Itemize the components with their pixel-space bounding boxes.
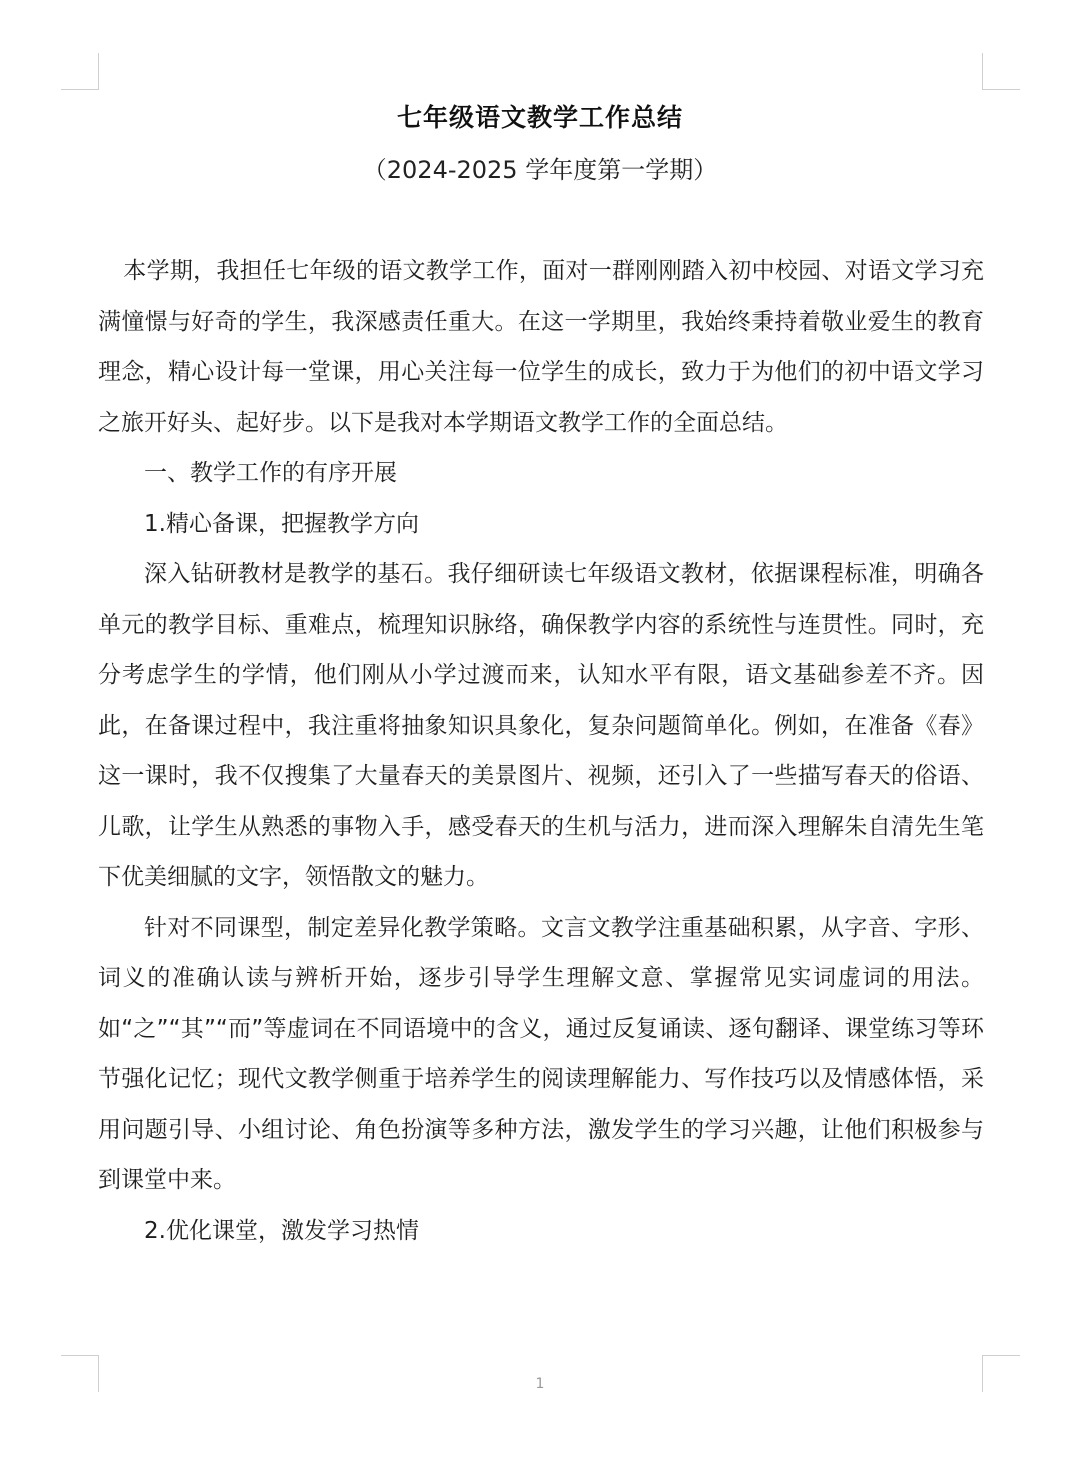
subsection-heading-2: 2.优化课堂，激发学习热情 (144, 1217, 419, 1244)
document-subtitle: （2024-2025 学年度第一学期） (362, 156, 718, 184)
page-number: 1 (535, 1376, 545, 1392)
subsection-heading-1: 1.精心备课，把握教学方向 (144, 510, 419, 537)
body-paragraph: 针对不同课型，制定差异化教学策略。文言文教学注重基础积累，从字音、字形、词义的准确认读与辨析开始，逐步引导学生理解文意、掌握常见实词虚词的用法。如“之”“其”“而”等虚词在不同语境中的含义，通过反复诵读、逐句翻译、课堂练习等环节强化记忆；现代文教学侧重于培养学生的阅读理解能力、写作技巧以及情感体悟，采用问题引导、小组讨论、角色扮演等多种方法，激发学生的学习兴趣，让他们积极参与到课堂中来。 (98, 914, 984, 1193)
body-paragraph: 深入钻研教材是教学的基石。我仔细研读七年级语文教材，依据课程标准，明确各单元的教学目标、重难点，梳理知识脉络，确保教学内容的系统性与连贯性。同时，充分考虑学生的学情，他们刚从小学过渡而来，认知水平有限，语文基础参差不齐。因此，在备课过程中，我注重将抽象知识具象化，复杂问题简单化。例如，在准备《春》这一课时，我不仅搜集了大量春天的美景图片、视频，还引入了一些描写春天的俗语、儿歌，让学生从熟悉的事物入手，感受春天的生机与活力，进而深入理解朱自清先生笔下优美细腻的文字，领悟散文的魅力。 (98, 561, 984, 890)
page-corner-mark-top-right (982, 53, 1020, 90)
document-body (98, 246, 984, 1256)
page-corner-mark-top-left (61, 53, 99, 90)
section-heading-1: 一、教学工作的有序开展 (144, 460, 397, 486)
document-title: 七年级语文教学工作总结 (396, 103, 683, 132)
intro-paragraph: 本学期，我担任七年级的语文教学工作，面对一群刚刚踏入初中校园、对语文学习充满憧憬与好奇的学生，我深感责任重大。在这一学期里，我始终秉持着敬业爱生的教育理念，精心设计每一堂课，用心关注每一位学生的成长，致力于为他们的初中语文学习之旅开好头、起好步。以下是我对本学期语文教学工作的全面总结。 (98, 258, 984, 436)
